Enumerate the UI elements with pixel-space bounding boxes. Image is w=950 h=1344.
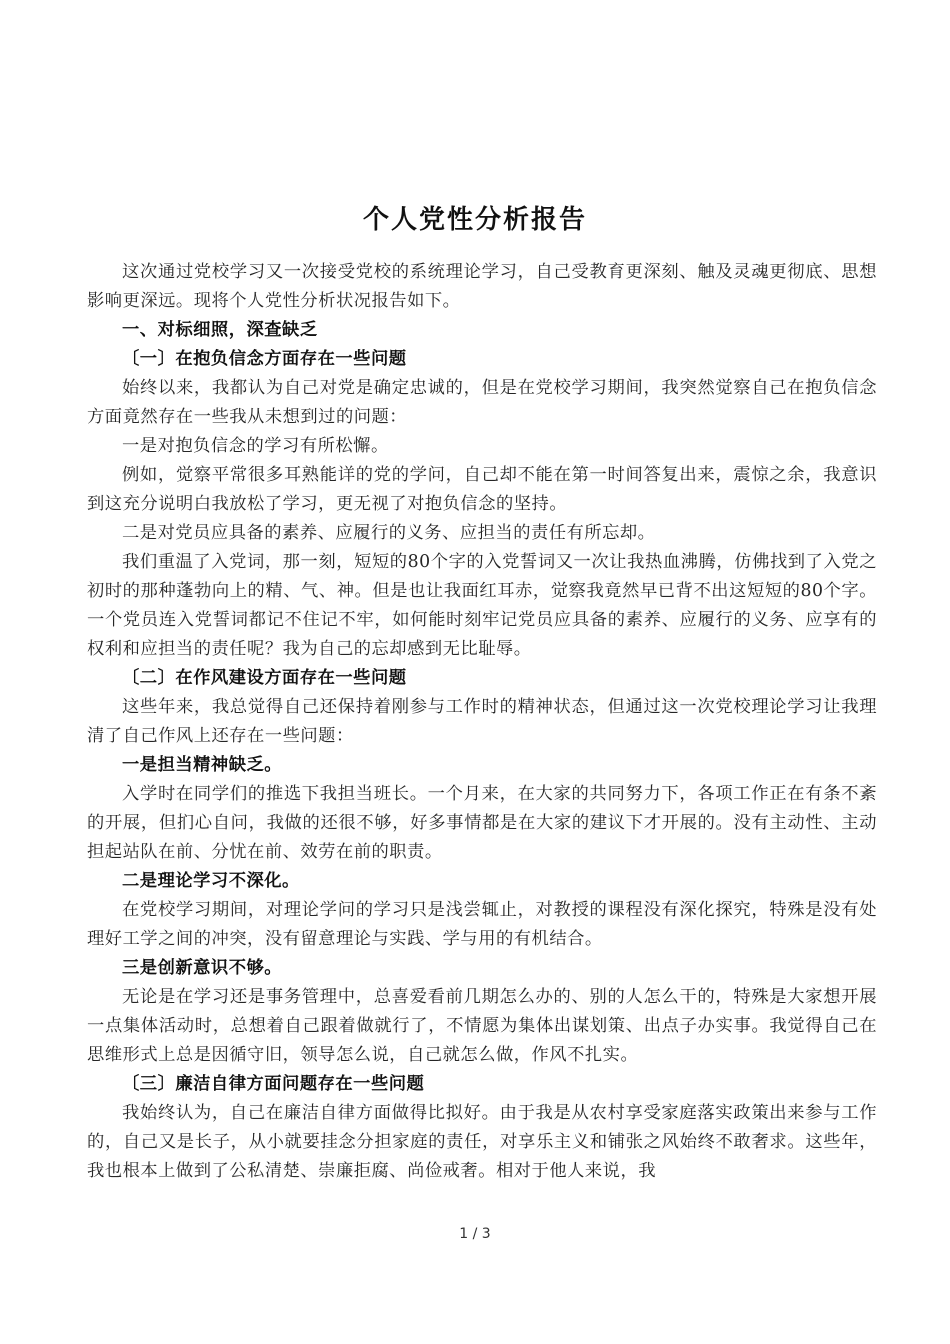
section-heading-1: 一、对标细照，深查缺乏: [122, 320, 318, 340]
document-body: [87, 258, 877, 1186]
body-paragraph: 在党校学习期间，对理论学问的学习只是浅尝辄止，对教授的课程没有深化探究，特殊是没有处理好工学之间的冲突，没有留意理论与实践、学与用的有机结合。: [87, 900, 877, 949]
point-heading: 二是理论学习不深化。: [122, 871, 300, 891]
point-heading: 三是创新意识不够。: [122, 958, 283, 978]
subsection-heading-1: 〔一〕在抱负信念方面存在一些问题: [122, 349, 407, 369]
body-paragraph: 入学时在同学们的推选下我担当班长。一个月来，在大家的共同努力下，各项工作正在有条不紊的开展，但扪心自问，我做的还很不够，好多事情都是在大家的建议下才开展的。没有主动性、主动担起站队在前、分忧在前、效劳在前的职责。: [87, 784, 877, 862]
body-paragraph: 二是对党员应具备的素养、应履行的义务、应担当的责任有所忘却。: [122, 523, 656, 543]
subsection-heading-3: 〔三〕廉洁自律方面问题存在一些问题: [122, 1074, 425, 1094]
document-title: 个人党性分析报告: [362, 205, 587, 235]
body-paragraph: 始终以来，我都认为自己对党是确定忠诚的，但是在党校学习期间，我突然觉察自己在抱负信念方面竟然存在一些我从未想到过的问题：: [87, 378, 877, 427]
body-paragraph: 例如，觉察平常很多耳熟能详的党的学问，自己却不能在第一时间答复出来，震惊之余，我意识到这充分说明白我放松了学习，更无视了对抱负信念的坚持。: [87, 465, 877, 514]
body-paragraph: 无论是在学习还是事务管理中，总喜爱看前几期怎么办的、别的人怎么干的，特殊是大家想开展一点集体活动时，总想着自己跟着做就行了，不情愿为集体出谋划策、出点子办实事。我觉得自己在思维形式上总是因循守旧，领导怎么说，自己就怎么做，作风不扎实。: [87, 987, 877, 1065]
body-paragraph: 一是对抱负信念的学习有所松懈。: [122, 436, 389, 456]
body-paragraph: 我始终认为，自己在廉洁自律方面做得比拟好。由于我是从农村享受家庭落实政策出来参与工作的，自己又是长子，从小就要挂念分担家庭的责任，对享乐主义和铺张之风始终不敢奢求。这些年，我也根本上做到了公私清楚、崇廉拒腐、尚俭戒奢。相对于他人来说，我: [87, 1103, 877, 1181]
subsection-heading-2: 〔二〕在作风建设方面存在一些问题: [122, 668, 407, 688]
intro-paragraph: 这次通过党校学习又一次接受党校的系统理论学习，自己受教育更深刻、触及灵魂更彻底、思想影响更深远。现将个人党性分析状况报告如下。: [87, 262, 877, 311]
page-number: 1 / 3: [459, 1226, 491, 1242]
point-heading: 一是担当精神缺乏。: [122, 755, 283, 775]
body-paragraph: 这些年来，我总觉得自己还保持着刚参与工作时的精神状态，但通过这一次党校理论学习让我理清了自己作风上还存在一些问题：: [87, 697, 877, 746]
body-paragraph: 我们重温了入党词，那一刻，短短的80个字的入党誓词又一次让我热血沸腾，仿佛找到了入党之初时的那种蓬勃向上的精、气、神。但是也让我面红耳赤，觉察我竟然早已背不出这短短的80个字。一个党员连入党誓词都记不住记不牢，如何能时刻牢记党员应具备的素养、应履行的义务、应享有的权利和应担当的责任呢？我为自己的忘却感到无比耻辱。: [87, 552, 877, 659]
